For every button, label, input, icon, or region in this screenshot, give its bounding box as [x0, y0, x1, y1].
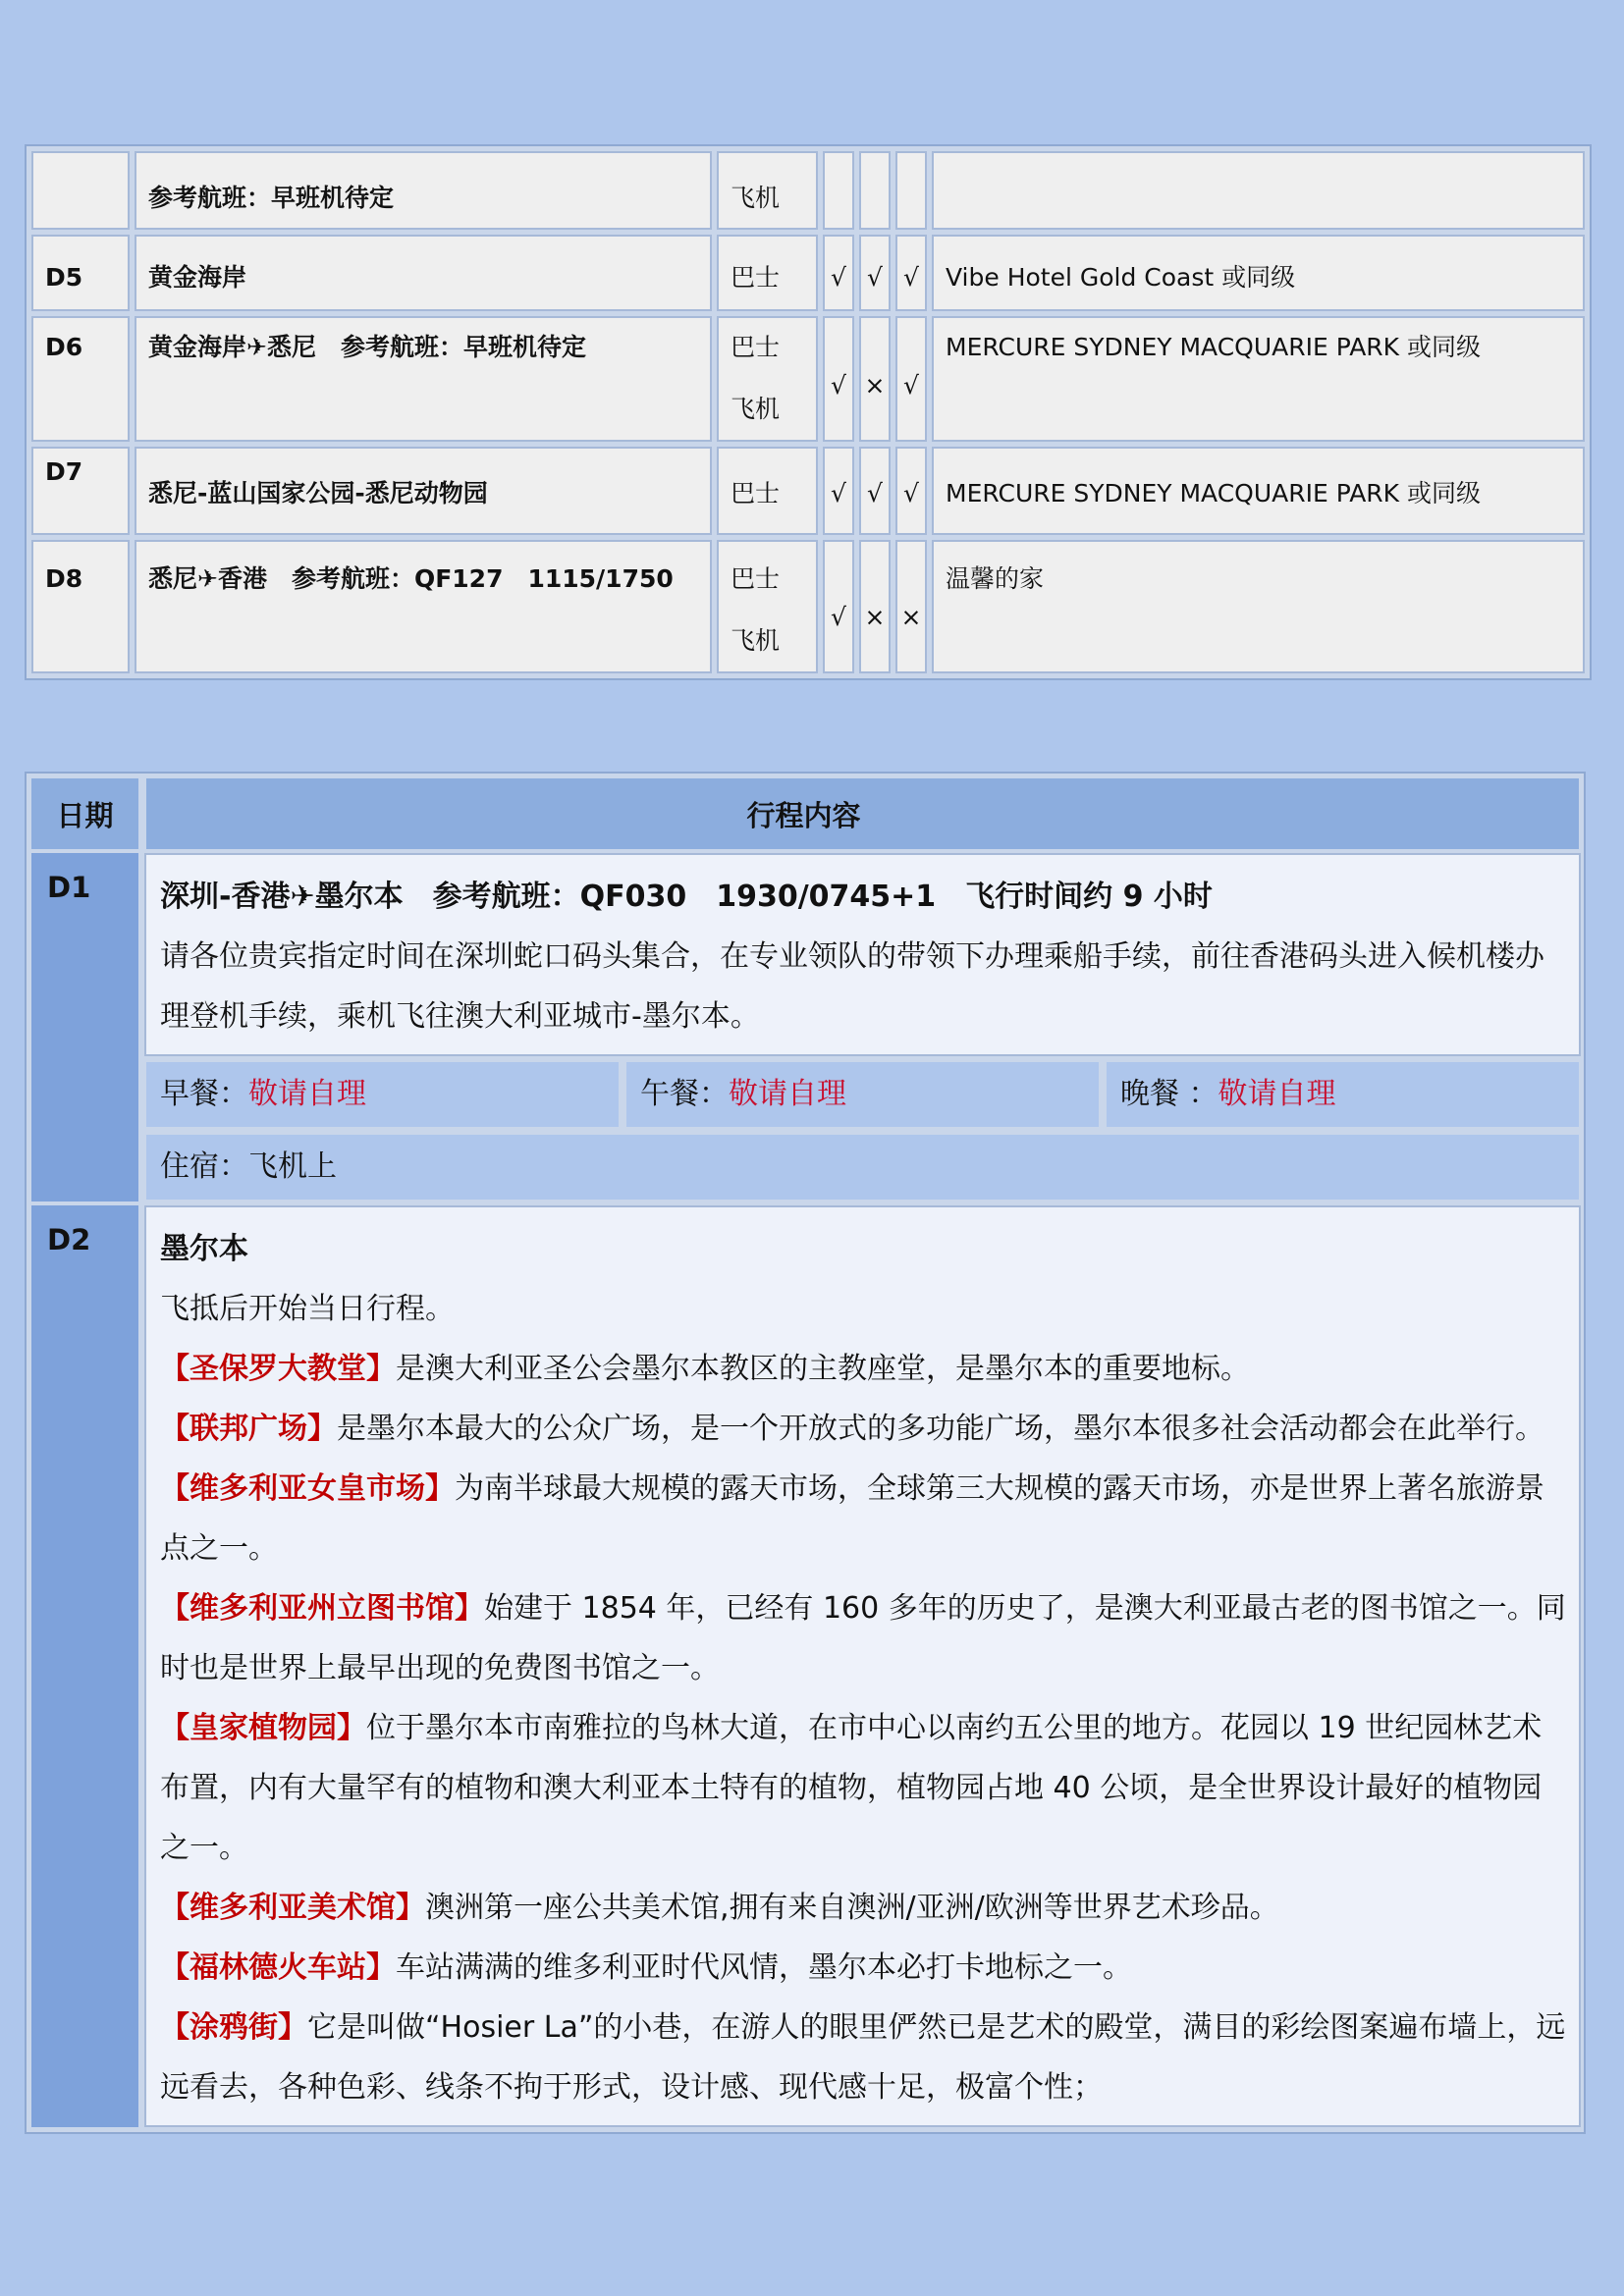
table-row	[31, 151, 1585, 230]
day-description	[144, 853, 1581, 1056]
breakfast-mark: √	[823, 447, 854, 535]
transport-label: 飞机	[731, 395, 781, 423]
attraction-desc: 是墨尔本最大的公众广场，是一个开放式的多功能广场，墨尔本很多社会活动都会在此举行。	[337, 1412, 1544, 1446]
header-row	[29, 776, 1581, 851]
day-description	[144, 1205, 1581, 2127]
table-row	[31, 316, 1585, 442]
day-content	[140, 851, 1581, 1203]
route-cell: 悉尼✈香港 参考航班：QF127 1115/1750	[135, 540, 712, 673]
itinerary-table	[25, 772, 1586, 2134]
hotel-cell: Vibe Hotel Gold Coast 或同级	[932, 235, 1585, 311]
day-cell: D6	[31, 316, 130, 442]
route-cell: 参考航班：早班机待定	[135, 151, 712, 230]
transport-label: 巴士	[731, 479, 781, 507]
attraction-item	[160, 1459, 1567, 1578]
attraction-desc: 始建于 1854 年，已经有 160 多年的历史了，是澳大利亚最古老的图书馆之一。同时也是世界上最早出现的免费图书馆之一。	[160, 1591, 1566, 1685]
transport-label: 飞机	[731, 626, 781, 655]
breakfast-cell	[144, 1060, 621, 1129]
transport-label: 飞机	[731, 184, 781, 212]
dinner-mark: √	[895, 235, 927, 311]
attraction-desc: 澳洲第一座公共美术馆,拥有来自澳洲/亚洲/欧洲等世界艺术珍品。	[425, 1891, 1279, 1925]
transport-cell	[717, 447, 818, 535]
breakfast-mark: √	[823, 540, 854, 673]
meals-row	[144, 1060, 1581, 1129]
transport-label: 巴士	[731, 263, 781, 292]
route-cell: 黄金海岸	[135, 235, 712, 311]
transport-label: 巴士	[731, 564, 781, 593]
attraction-name: 【维多利亚美术馆】	[160, 1891, 425, 1925]
attraction-item	[160, 1698, 1567, 1878]
attraction-desc: 它是叫做“Hosier La”的小巷，在游人的眼里俨然已是艺术的殿堂，满目的彩绘图案遍布墙上，远远看去，各种色彩、线条不拘于形式，设计感、现代感十足，极富个性；	[160, 2010, 1566, 2105]
day-cell: D7	[31, 447, 130, 535]
day-row-d2	[29, 1203, 1581, 2129]
transport-label: 巴士	[731, 333, 781, 361]
date-header: 日期	[29, 776, 140, 851]
dinner-mark	[895, 151, 927, 230]
day-label: D2	[29, 1203, 140, 2129]
attraction-item	[160, 1339, 1567, 1399]
day-cell: D8	[31, 540, 130, 673]
table-row	[31, 447, 1585, 535]
lunch-mark: ×	[859, 316, 891, 442]
attraction-item	[160, 1578, 1567, 1698]
lunch-mark: ×	[859, 540, 891, 673]
breakfast-mark	[823, 151, 854, 230]
day-title: 墨尔本	[160, 1232, 248, 1266]
attraction-item	[160, 1938, 1567, 1998]
transport-cell	[717, 316, 818, 442]
hotel-cell: MERCURE SYDNEY MACQUARIE PARK 或同级	[932, 447, 1585, 535]
attraction-name: 【联邦广场】	[160, 1412, 337, 1446]
day-cell	[31, 151, 130, 230]
lunch-label: 午餐：	[640, 1077, 729, 1111]
attraction-name: 【皇家植物园】	[160, 1711, 366, 1745]
attraction-name: 【维多利亚女皇市场】	[160, 1471, 455, 1506]
breakfast-value: 敬请自理	[248, 1077, 366, 1111]
lunch-value: 敬请自理	[729, 1077, 846, 1111]
hotel-cell: 温馨的家	[932, 540, 1585, 673]
lunch-cell	[624, 1060, 1101, 1129]
attraction-desc: 是澳大利亚圣公会墨尔本教区的主教座堂，是墨尔本的重要地标。	[396, 1352, 1250, 1386]
attraction-desc: 车站满满的维多利亚时代风情，墨尔本必打卡地标之一。	[396, 1950, 1132, 1985]
attraction-name: 【福林德火车站】	[160, 1950, 396, 1985]
dinner-label: 晚餐 ：	[1120, 1077, 1218, 1111]
transport-cell	[717, 151, 818, 230]
hotel-cell: MERCURE SYDNEY MACQUARIE PARK 或同级	[932, 316, 1585, 442]
dinner-mark: √	[895, 316, 927, 442]
lunch-mark	[859, 151, 891, 230]
summary-table	[25, 144, 1592, 680]
dinner-value: 敬请自理	[1218, 1077, 1336, 1111]
attraction-desc: 为南半球最大规模的露天市场，全球第三大规模的露天市场，亦是世界上著名旅游景点之一。	[160, 1471, 1544, 1566]
breakfast-mark: √	[823, 235, 854, 311]
table-row	[31, 235, 1585, 311]
content-header: 行程内容	[144, 776, 1581, 851]
attraction-name: 【维多利亚州立图书馆】	[160, 1591, 484, 1626]
dinner-mark: ×	[895, 540, 927, 673]
accommodation-cell: 住宿：飞机上	[144, 1133, 1581, 1201]
dinner-mark: √	[895, 447, 927, 535]
transport-cell	[717, 540, 818, 673]
attraction-name: 【涂鸦街】	[160, 2010, 307, 2045]
day-title: 深圳-香港✈墨尔本 参考航班：QF030 1930/0745+1 飞行时间约 9 小时	[160, 880, 1213, 914]
dinner-cell	[1105, 1060, 1581, 1129]
day-intro: 飞抵后开始当日行程。	[160, 1292, 455, 1326]
attraction-item	[160, 1998, 1567, 2117]
attraction-item	[160, 1399, 1567, 1459]
lunch-mark: √	[859, 235, 891, 311]
attraction-item	[160, 1878, 1567, 1938]
day-text: 请各位贵宾指定时间在深圳蛇口码头集合，在专业领队的带领下办理乘船手续，前往香港码头进入候机楼办理登机手续，乘机飞往澳大利亚城市-墨尔本。	[160, 939, 1544, 1034]
day-label: D1	[29, 851, 140, 1203]
hotel-cell	[932, 151, 1585, 230]
day-content	[140, 1203, 1581, 2129]
day-row-d1	[29, 851, 1581, 1203]
route-cell: 悉尼-蓝山国家公园-悉尼动物园	[135, 447, 712, 535]
transport-cell	[717, 235, 818, 311]
day-cell: D5	[31, 235, 130, 311]
breakfast-label: 早餐：	[160, 1077, 248, 1111]
table-row	[31, 540, 1585, 673]
route-cell: 黄金海岸✈悉尼 参考航班：早班机待定	[135, 316, 712, 442]
attraction-name: 【圣保罗大教堂】	[160, 1352, 396, 1386]
lunch-mark: √	[859, 447, 891, 535]
attraction-desc: 位于墨尔本市南雅拉的鸟林大道，在市中心以南约五公里的地方。花园以 19 世纪园林艺术布置，内有大量罕有的植物和澳大利亚本土特有的植物，植物园占地 40 公顷，是全世界设计最好的植物园之一。	[160, 1711, 1543, 1865]
breakfast-mark: √	[823, 316, 854, 442]
